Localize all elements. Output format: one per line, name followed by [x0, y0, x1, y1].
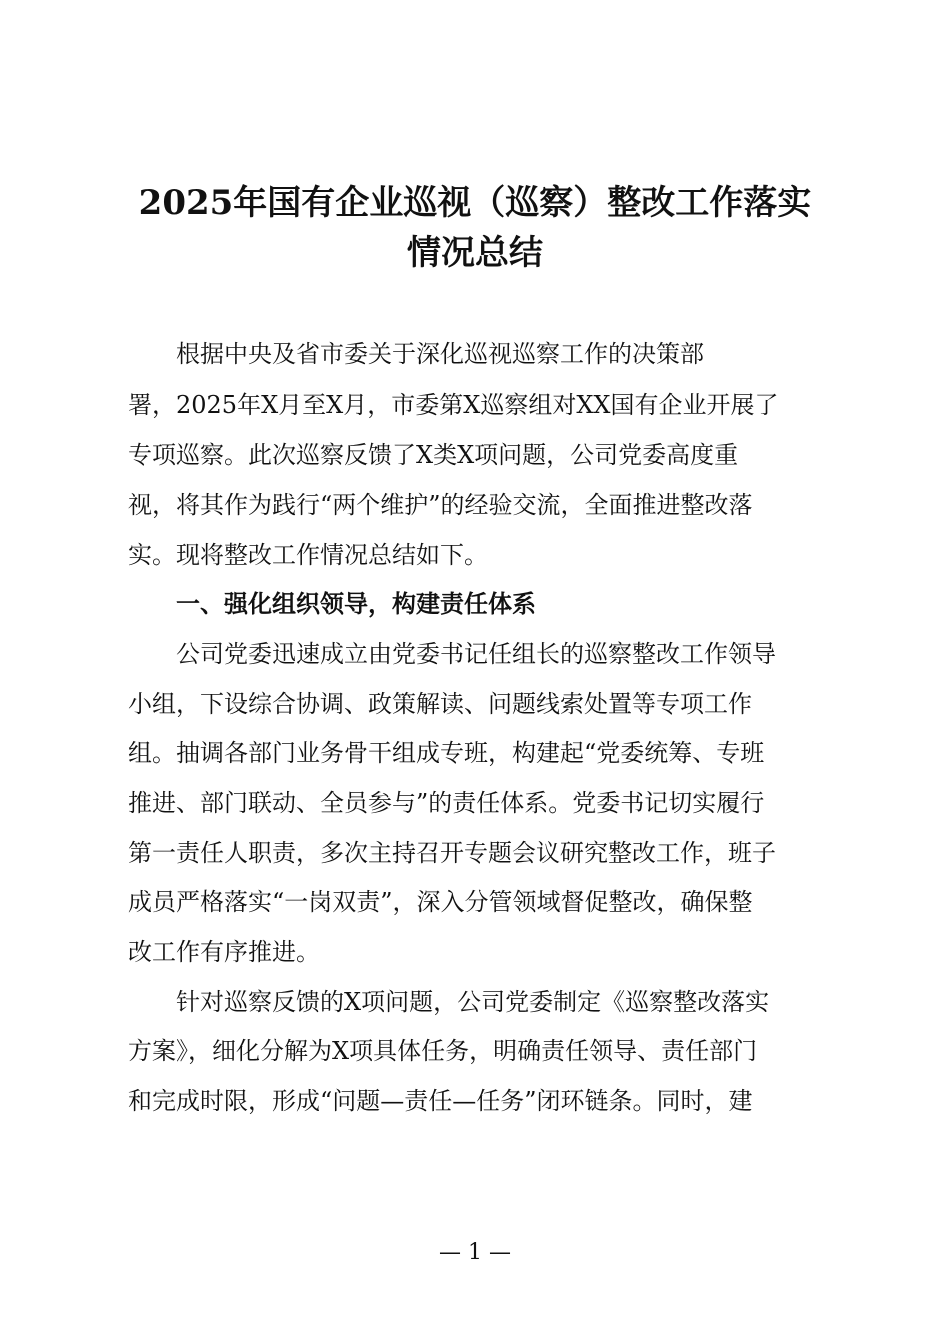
- body-text-line: 专项巡察。此次巡察反馈了X类X项问题，公司党委高度重: [128, 441, 739, 469]
- body-text-line: 第一责任人职责，多次主持召开专题会议研究整改工作，班子: [128, 839, 776, 867]
- document-title-line-1: 2025年国有企业巡视（巡察）整改工作落实: [138, 183, 812, 223]
- body-text-line: 和完成时限，形成“问题—责任—任务”闭环链条。同时，建: [128, 1087, 753, 1115]
- body-text-line: 公司党委迅速成立由党委书记任组长的巡察整改工作领导: [128, 640, 776, 668]
- body-text-line: 改工作有序推进。: [128, 938, 320, 966]
- body-text-line: 根据中央及省市委关于深化巡视巡察工作的决策部: [128, 340, 704, 368]
- body-text-line: 实。现将整改工作情况总结如下。: [128, 541, 488, 569]
- page-number: — 1 —: [439, 1240, 511, 1265]
- body-text-line: 方案》，细化分解为X项具体任务，明确责任领导、责任部门: [128, 1037, 758, 1065]
- body-text-line: 小组，下设综合协调、政策解读、问题线索处置等专项工作: [128, 690, 752, 718]
- body-text-line: 针对巡察反馈的X项问题，公司党委制定《巡察整改落实: [128, 988, 770, 1016]
- document-title-line-2: 情况总结: [407, 233, 543, 273]
- body-text-line: 组。抽调各部门业务骨干组成专班，构建起“党委统筹、专班: [128, 739, 765, 767]
- body-text-line: 成员严格落实“一岗双责”，深入分管领域督促整改，确保整: [128, 888, 753, 916]
- body-text-line: 推进、部门联动、全员参与”的责任体系。党委书记切实履行: [128, 789, 765, 817]
- body-text-line: 署，2025年X月至X月，市委第X巡察组对XX国有企业开展了: [128, 391, 779, 419]
- body-text-line: 视，将其作为践行“两个维护”的经验交流，全面推进整改落: [128, 491, 753, 519]
- section-heading-1: 一、强化组织领导，构建责任体系: [128, 590, 536, 618]
